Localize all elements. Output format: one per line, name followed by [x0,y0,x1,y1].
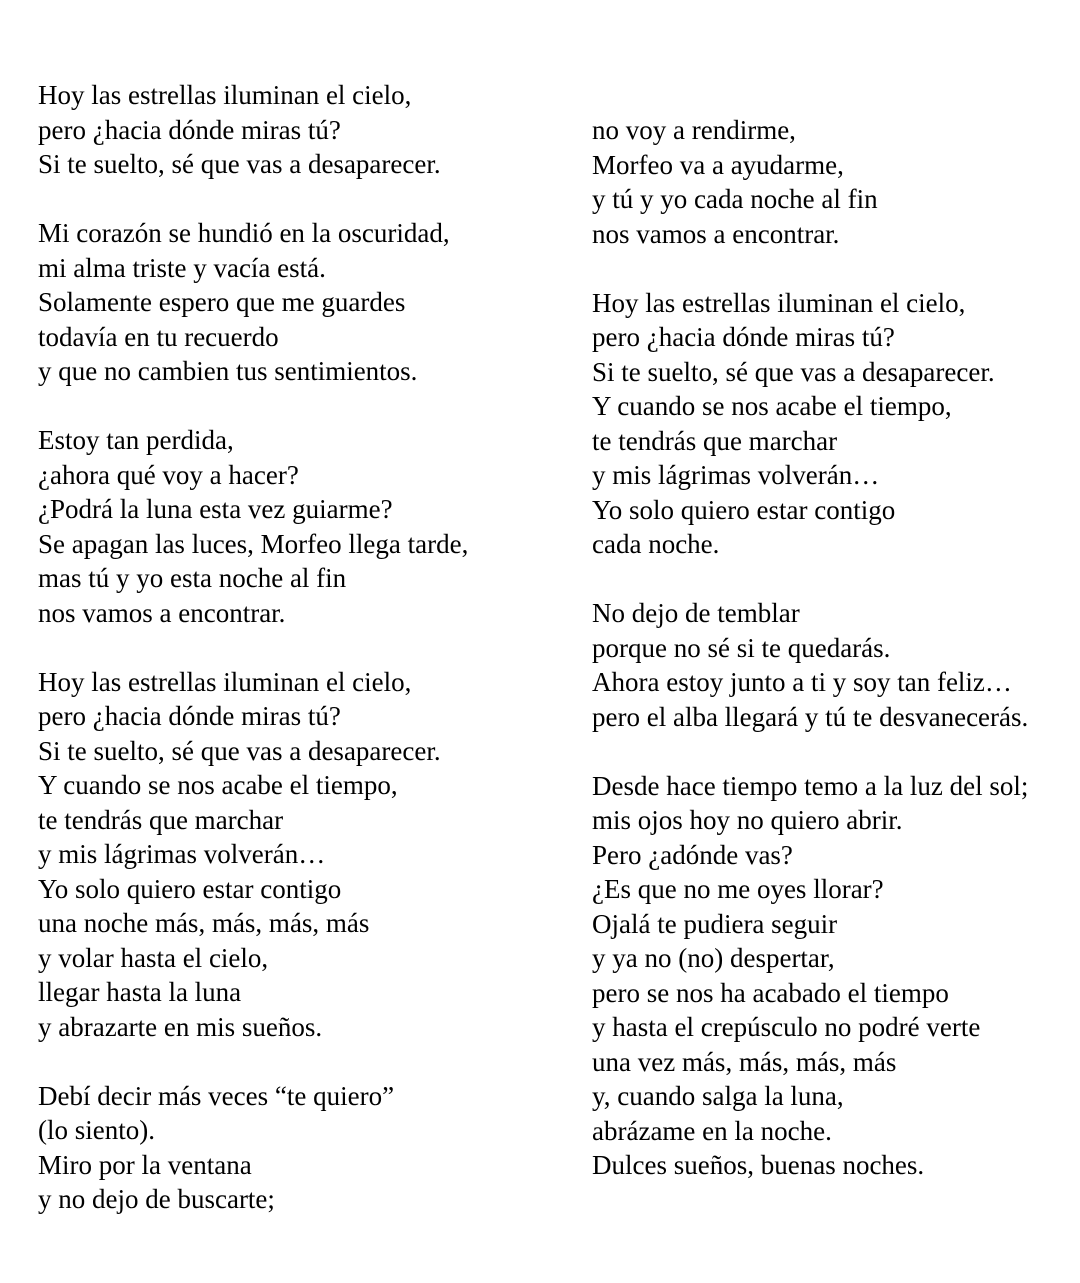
lyric-line: Estoy tan perdida, [38,425,234,455]
lyric-line: Yo solo quiero estar contigo [592,494,896,525]
lyric-line: te tendrás que marchar [38,804,284,835]
lyric-line: y que no cambien tus sentimientos. [38,356,418,386]
lyric-line: Morfeo va a ayudarme, [592,149,844,180]
lyric-line: llegar hasta la luna [38,977,242,1007]
lyric-line: y ya no (no) despertar, [592,943,835,973]
lyric-line: mis ojos hoy no quiero abrir. [592,805,903,835]
lyric-line: todavía en tu recuerdo [38,321,279,352]
lyric-line: Dulces sueños, buenas noches. [592,1150,925,1180]
lyric-line: pero ¿hacia dónde miras tú? [38,701,341,731]
lyric-line: Si te suelto, sé que vas a desaparecer. [38,735,441,766]
lyric-line: (lo siento). [38,1115,155,1145]
lyric-line: Hoy las estrellas iluminan el cielo, [38,666,412,697]
stanza-break [592,562,1062,597]
lyric-line: y mis lágrimas volverán… [38,839,326,869]
lyric-line: y no dejo de buscarte; [38,1184,275,1214]
lyric-line: Ojalá te pudiera seguir [592,908,838,939]
lyric-line: y abrazarte en mis sueños. [38,1011,323,1042]
lyric-line: Desde hace tiempo temo a la luz del sol; [592,770,1029,801]
lyric-line: porque no sé si te quedarás. [592,632,891,663]
lyric-line: Mi corazón se hundió en la oscuridad, [38,218,450,248]
lyrics-left-column [38,78,558,1217]
lyric-line: Y cuando se nos acabe el tiempo, [38,770,398,800]
lyric-line: Se apagan las luces, Morfeo llega tarde, [38,528,469,559]
lyric-line: nos vamos a encontrar. [592,218,840,249]
lyric-line: Pero ¿adónde vas? [592,839,793,870]
lyric-line: Hoy las estrellas iluminan el cielo, [38,80,412,110]
lyric-line: y tú y yo cada noche al fin [592,184,878,214]
lyric-line: pero se nos ha acabado el tiempo [592,977,949,1008]
lyric-line: cada noche. [592,529,720,559]
lyric-line: pero ¿hacia dónde miras tú? [38,114,341,145]
stanza-break [38,1044,558,1079]
lyric-line: mi alma triste y vacía está. [38,252,326,283]
lyric-line: Ahora estoy junto a ti y soy tan feliz… [592,667,1012,697]
lyric-line: y mis lágrimas volverán… [592,460,880,490]
lyric-line: y, cuando salga la luna, [592,1081,844,1111]
lyric-line: mas tú y yo esta noche al fin [38,563,347,593]
lyric-line: Solamente espero que me guardes [38,287,406,317]
lyric-line: Yo solo quiero estar contigo [38,873,342,904]
lyric-line: Miro por la ventana [38,1149,252,1180]
stanza-break [38,182,558,217]
lyric-line: Hoy las estrellas iluminan el cielo, [592,287,966,318]
lyric-line: Debí decir más veces “te quiero” [38,1080,395,1111]
lyric-line: y volar hasta el cielo, [38,942,269,973]
lyric-line: pero el alba llegará y tú te desvanecerás. [592,701,1029,732]
lyric-line: ¿Es que no me oyes llorar? [592,874,884,904]
lyric-line: pero ¿hacia dónde miras tú? [592,322,895,352]
stanza-break [38,389,558,424]
lyric-line: nos vamos a encontrar. [38,597,286,628]
lyric-line: ¿ahora qué voy a hacer? [38,459,299,490]
lyric-line: no voy a rendirme, [592,115,796,145]
lyrics-right-column [592,113,1062,1183]
lyric-line: No dejo de temblar [592,598,800,628]
lyric-line: Si te suelto, sé que vas a desaparecer. [38,149,441,179]
lyric-line: Si te suelto, sé que vas a desaparecer. [592,356,995,387]
stanza-break [592,251,1062,286]
lyric-line: una noche más, más, más, más [38,908,370,938]
lyric-line: Y cuando se nos acabe el tiempo, [592,391,952,421]
lyric-line: y hasta el crepúsculo no podré verte [592,1012,981,1042]
lyric-line: te tendrás que marchar [592,425,838,456]
lyric-line: ¿Podrá la luna esta vez guiarme? [38,494,393,524]
stanza-break [38,630,558,665]
lyric-line: abrázame en la noche. [592,1115,832,1146]
stanza-break [592,734,1062,769]
lyric-line: una vez más, más, más, más [592,1046,897,1077]
